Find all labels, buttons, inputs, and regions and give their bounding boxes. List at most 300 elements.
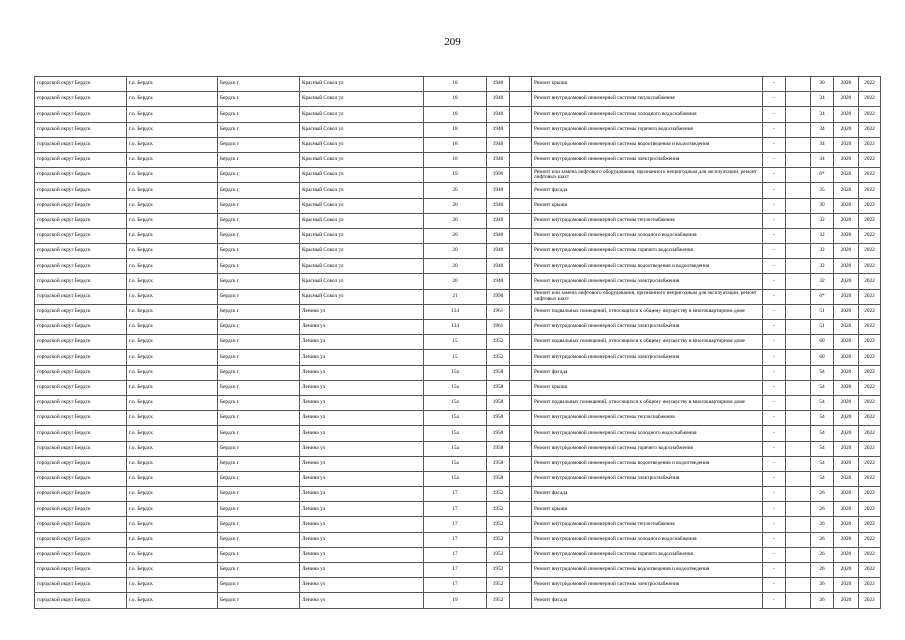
cell-district: г.о. Бердск <box>127 411 218 426</box>
cell-empty <box>510 228 532 243</box>
cell-house-number: 18 <box>424 92 487 107</box>
cell-work-type: Ремонт фасада <box>532 593 763 608</box>
cell-year-start: 2020 <box>834 289 859 304</box>
cell-work-type: Ремонт внутридомовой инженерной системы горячего водоснабжения <box>532 244 763 259</box>
cell-build-year: 1940 <box>487 213 510 228</box>
cell-dash: - <box>763 228 786 243</box>
cell-build-year: 1961 <box>487 304 510 319</box>
cell-house-number: 15а <box>424 456 487 471</box>
cell-empty <box>510 304 532 319</box>
cell-build-year: 1958 <box>487 411 510 426</box>
cell-year-end: 2022 <box>859 122 881 137</box>
cell-city: Бердск г <box>218 168 300 183</box>
table-row <box>35 441 881 456</box>
cell-municipality: городской округ Бердск <box>35 122 127 137</box>
cell-work-type: Ремонт внутридомовой инженерной системы теплоснабжения <box>532 92 763 107</box>
cell-street: Ленина ул <box>300 456 424 471</box>
cell-street: Красный Сокол ул <box>300 259 424 274</box>
cell-count: 32 <box>811 213 834 228</box>
cell-count: 54 <box>811 426 834 441</box>
table-row <box>35 259 881 274</box>
cell-empty <box>786 320 811 335</box>
cell-dash: - <box>763 471 786 486</box>
cell-work-type: Ремонт фасада <box>532 487 763 502</box>
cell-municipality: городской округ Бердск <box>35 380 127 395</box>
cell-count: 26 <box>811 563 834 578</box>
cell-count: 60 <box>811 350 834 365</box>
cell-district: г.о. Бердск <box>127 259 218 274</box>
cell-dash: - <box>763 487 786 502</box>
cell-empty <box>786 532 811 547</box>
cell-count: 30 <box>811 77 834 92</box>
cell-year-end: 2022 <box>859 77 881 92</box>
cell-year-end: 2022 <box>859 380 881 395</box>
cell-empty <box>786 456 811 471</box>
cell-empty <box>786 593 811 608</box>
cell-year-end: 2022 <box>859 441 881 456</box>
cell-district: г.о. Бердск <box>127 77 218 92</box>
cell-year-end: 2022 <box>859 213 881 228</box>
cell-year-end: 2022 <box>859 411 881 426</box>
cell-work-type: Ремонт или замена лифтового оборудования, признанного непригодным для эксплуатации, ремонт лифтовых шахт <box>532 289 763 304</box>
cell-empty <box>786 228 811 243</box>
table-row <box>35 380 881 395</box>
cell-district: г.о. Бердск <box>127 502 218 517</box>
cell-district: г.о. Бердск <box>127 335 218 350</box>
cell-year-start: 2020 <box>834 502 859 517</box>
cell-work-type: Ремонт внутридомовой инженерной системы электроснабжения <box>532 350 763 365</box>
cell-year-start: 2020 <box>834 259 859 274</box>
cell-dash: - <box>763 441 786 456</box>
cell-year-end: 2022 <box>859 244 881 259</box>
cell-empty <box>510 593 532 608</box>
cell-year-end: 2022 <box>859 471 881 486</box>
cell-city: Бердск г <box>218 320 300 335</box>
cell-year-start: 2020 <box>834 380 859 395</box>
cell-house-number: 15а <box>424 411 487 426</box>
cell-work-type: Ремонт крыши <box>532 502 763 517</box>
cell-year-start: 2020 <box>834 335 859 350</box>
table-row <box>35 471 881 486</box>
cell-street: Ленина ул <box>300 532 424 547</box>
table-row <box>35 563 881 578</box>
table-row <box>35 137 881 152</box>
table-row <box>35 168 881 183</box>
cell-dash: - <box>763 152 786 167</box>
cell-build-year: 1940 <box>487 137 510 152</box>
cell-year-end: 2022 <box>859 320 881 335</box>
cell-build-year: 1940 <box>487 228 510 243</box>
cell-year-end: 2022 <box>859 183 881 198</box>
cell-empty <box>510 137 532 152</box>
cell-street: Ленина ул <box>300 471 424 486</box>
cell-house-number: 21 <box>424 289 487 304</box>
cell-municipality: городской округ Бердск <box>35 441 127 456</box>
cell-house-number: 17 <box>424 563 487 578</box>
cell-empty <box>786 92 811 107</box>
cell-year-start: 2020 <box>834 441 859 456</box>
cell-city: Бердск г <box>218 456 300 471</box>
cell-year-start: 2020 <box>834 365 859 380</box>
cell-municipality: городской округ Бердск <box>35 593 127 608</box>
cell-empty <box>510 122 532 137</box>
cell-count: 32 <box>811 274 834 289</box>
cell-year-start: 2020 <box>834 563 859 578</box>
cell-street: Ленина ул <box>300 395 424 410</box>
cell-count: 34 <box>811 137 834 152</box>
table-row <box>35 152 881 167</box>
cell-house-number: 15а <box>424 471 487 486</box>
cell-count: 51 <box>811 320 834 335</box>
cell-house-number: 15а <box>424 380 487 395</box>
cell-empty <box>510 502 532 517</box>
cell-year-end: 2022 <box>859 92 881 107</box>
cell-dash: - <box>763 122 786 137</box>
cell-empty <box>786 350 811 365</box>
table-row <box>35 335 881 350</box>
cell-city: Бердск г <box>218 517 300 532</box>
cell-street: Ленина ул <box>300 335 424 350</box>
cell-work-type: Ремонт подвальных помещений, относящихся к общему имуществу в многоквартирном доме <box>532 335 763 350</box>
cell-house-number: 134 <box>424 320 487 335</box>
cell-year-start: 2020 <box>834 198 859 213</box>
cell-work-type: Ремонт внутридомовой инженерной системы водоотведения и водоотведения <box>532 563 763 578</box>
cell-district: г.о. Бердск <box>127 198 218 213</box>
cell-house-number: 17 <box>424 532 487 547</box>
cell-work-type: Ремонт фасада <box>532 183 763 198</box>
cell-house-number: 20 <box>424 228 487 243</box>
cell-build-year: 1940 <box>487 244 510 259</box>
cell-year-start: 2020 <box>834 456 859 471</box>
cell-dash: - <box>763 365 786 380</box>
cell-street: Ленина ул <box>300 380 424 395</box>
cell-district: г.о. Бердск <box>127 320 218 335</box>
cell-street: Ленина ул <box>300 563 424 578</box>
cell-empty <box>786 289 811 304</box>
cell-work-type: Ремонт внутридомовой инженерной системы горячего водоснабжения <box>532 547 763 562</box>
cell-year-end: 2022 <box>859 198 881 213</box>
table-row <box>35 593 881 608</box>
cell-house-number: 20 <box>424 198 487 213</box>
cell-build-year: 1952 <box>487 593 510 608</box>
cell-street: Красный Сокол ул <box>300 274 424 289</box>
cell-municipality: городской округ Бердск <box>35 228 127 243</box>
cell-build-year: 1952 <box>487 563 510 578</box>
cell-empty <box>786 122 811 137</box>
cell-work-type: Ремонт внутридомовой инженерной системы теплоснабжения <box>532 213 763 228</box>
cell-year-start: 2020 <box>834 168 859 183</box>
table-row <box>35 228 881 243</box>
cell-district: г.о. Бердск <box>127 517 218 532</box>
cell-district: г.о. Бердск <box>127 244 218 259</box>
cell-house-number: 15 <box>424 350 487 365</box>
cell-dash: - <box>763 92 786 107</box>
cell-work-type: Ремонт крыши <box>532 77 763 92</box>
cell-year-end: 2022 <box>859 274 881 289</box>
cell-empty <box>510 365 532 380</box>
cell-year-end: 2022 <box>859 487 881 502</box>
table-row <box>35 289 881 304</box>
cell-municipality: городской округ Бердск <box>35 198 127 213</box>
cell-count: 54 <box>811 365 834 380</box>
cell-year-start: 2020 <box>834 426 859 441</box>
table-row <box>35 92 881 107</box>
cell-count: 34 <box>811 152 834 167</box>
cell-empty <box>510 92 532 107</box>
cell-dash: - <box>763 593 786 608</box>
cell-count: 54 <box>811 395 834 410</box>
cell-street: Ленина ул <box>300 411 424 426</box>
cell-city: Бердск г <box>218 563 300 578</box>
cell-house-number: 18 <box>424 77 487 92</box>
cell-build-year: 1940 <box>487 274 510 289</box>
table-row <box>35 517 881 532</box>
cell-empty <box>786 198 811 213</box>
cell-empty <box>510 77 532 92</box>
cell-district: г.о. Бердск <box>127 183 218 198</box>
cell-count: 6* <box>811 168 834 183</box>
cell-street: Ленина ул <box>300 426 424 441</box>
cell-work-type: Ремонт внутридомовой инженерной системы холодного водоснабжения <box>532 426 763 441</box>
cell-work-type: Ремонт внутридомовой инженерной системы холодного водоснабжения <box>532 532 763 547</box>
cell-work-type: Ремонт внутридомовой инженерной системы теплоснабжения <box>532 517 763 532</box>
cell-empty <box>510 244 532 259</box>
cell-house-number: 17 <box>424 578 487 593</box>
cell-municipality: городской округ Бердск <box>35 578 127 593</box>
cell-count: 34 <box>811 92 834 107</box>
cell-house-number: 18 <box>424 152 487 167</box>
table-row <box>35 122 881 137</box>
cell-municipality: городской округ Бердск <box>35 213 127 228</box>
cell-year-start: 2020 <box>834 471 859 486</box>
cell-district: г.о. Бердск <box>127 350 218 365</box>
cell-municipality: городской округ Бердск <box>35 304 127 319</box>
cell-city: Бердск г <box>218 502 300 517</box>
cell-city: Бердск г <box>218 198 300 213</box>
cell-district: г.о. Бердск <box>127 92 218 107</box>
cell-count: 26 <box>811 502 834 517</box>
cell-year-end: 2022 <box>859 578 881 593</box>
table-row <box>35 502 881 517</box>
cell-year-start: 2020 <box>834 122 859 137</box>
cell-street: Ленина ул <box>300 365 424 380</box>
cell-count: 30 <box>811 198 834 213</box>
cell-empty <box>510 411 532 426</box>
cell-empty <box>786 183 811 198</box>
cell-dash: - <box>763 563 786 578</box>
cell-street: Красный Сокол ул <box>300 137 424 152</box>
cell-year-end: 2022 <box>859 517 881 532</box>
cell-build-year: 1940 <box>487 77 510 92</box>
cell-work-type: Ремонт внутридомовой инженерной системы холодного водоснабжения <box>532 228 763 243</box>
cell-work-type: Ремонт внутридомовой инженерной системы горячего водоснабжения <box>532 122 763 137</box>
cell-work-type: Ремонт внутридомовой инженерной системы горячего водоснабжения <box>532 441 763 456</box>
table-row <box>35 578 881 593</box>
cell-house-number: 15 <box>424 335 487 350</box>
cell-count: 26 <box>811 547 834 562</box>
table-row <box>35 532 881 547</box>
cell-district: г.о. Бердск <box>127 213 218 228</box>
cell-municipality: городской округ Бердск <box>35 502 127 517</box>
cell-house-number: 134 <box>424 304 487 319</box>
cell-house-number: 15а <box>424 365 487 380</box>
cell-empty <box>510 168 532 183</box>
cell-city: Бердск г <box>218 259 300 274</box>
table-row <box>35 456 881 471</box>
cell-empty <box>510 213 532 228</box>
cell-street: Красный Сокол ул <box>300 168 424 183</box>
table-row <box>35 77 881 92</box>
cell-year-start: 2020 <box>834 532 859 547</box>
cell-district: г.о. Бердск <box>127 365 218 380</box>
cell-dash: - <box>763 137 786 152</box>
cell-city: Бердск г <box>218 441 300 456</box>
cell-city: Бердск г <box>218 107 300 122</box>
cell-work-type: Ремонт внутридомовой инженерной системы водоотведения и водоотведения <box>532 137 763 152</box>
cell-house-number: 19 <box>424 593 487 608</box>
cell-street: Ленина ул <box>300 517 424 532</box>
cell-year-end: 2022 <box>859 137 881 152</box>
cell-year-end: 2022 <box>859 168 881 183</box>
cell-count: 35 <box>811 183 834 198</box>
cell-work-type: Ремонт внутридомовой инженерной системы водоотведения и водоотведения <box>532 456 763 471</box>
cell-dash: - <box>763 380 786 395</box>
cell-municipality: городской округ Бердск <box>35 137 127 152</box>
cell-city: Бердск г <box>218 547 300 562</box>
cell-city: Бердск г <box>218 137 300 152</box>
cell-count: 51 <box>811 304 834 319</box>
cell-build-year: 1958 <box>487 380 510 395</box>
cell-empty <box>786 244 811 259</box>
cell-dash: - <box>763 107 786 122</box>
cell-city: Бердск г <box>218 335 300 350</box>
cell-build-year: 1940 <box>487 259 510 274</box>
cell-empty <box>510 517 532 532</box>
cell-work-type: Ремонт внутридомовой инженерной системы электроснабжения <box>532 320 763 335</box>
cell-build-year: 1958 <box>487 441 510 456</box>
cell-district: г.о. Бердск <box>127 380 218 395</box>
cell-house-number: 20 <box>424 213 487 228</box>
cell-street: Красный Сокол ул <box>300 213 424 228</box>
cell-count: 54 <box>811 411 834 426</box>
cell-dash: - <box>763 320 786 335</box>
cell-empty <box>786 471 811 486</box>
cell-build-year: 1952 <box>487 532 510 547</box>
cell-street: Красный Сокол ул <box>300 198 424 213</box>
cell-year-start: 2020 <box>834 107 859 122</box>
table-row <box>35 487 881 502</box>
cell-year-start: 2020 <box>834 304 859 319</box>
cell-empty <box>510 152 532 167</box>
cell-build-year: 1996 <box>487 168 510 183</box>
cell-house-number: 15а <box>424 441 487 456</box>
cell-dash: - <box>763 395 786 410</box>
cell-empty <box>786 411 811 426</box>
cell-dash: - <box>763 274 786 289</box>
cell-house-number: 15а <box>424 426 487 441</box>
cell-empty <box>510 183 532 198</box>
cell-build-year: 1940 <box>487 122 510 137</box>
cell-build-year: 1958 <box>487 365 510 380</box>
cell-year-start: 2020 <box>834 320 859 335</box>
cell-year-start: 2020 <box>834 578 859 593</box>
table-row <box>35 213 881 228</box>
cell-district: г.о. Бердск <box>127 593 218 608</box>
cell-build-year: 1952 <box>487 487 510 502</box>
table-row <box>35 183 881 198</box>
cell-empty <box>510 456 532 471</box>
cell-street: Ленина ул <box>300 320 424 335</box>
cell-city: Бердск г <box>218 593 300 608</box>
cell-empty <box>786 77 811 92</box>
cell-year-end: 2022 <box>859 532 881 547</box>
table-row <box>35 244 881 259</box>
cell-district: г.о. Бердск <box>127 563 218 578</box>
cell-district: г.о. Бердск <box>127 532 218 547</box>
cell-count: 54 <box>811 456 834 471</box>
cell-work-type: Ремонт внутридомовой инженерной системы электроснабжения <box>532 471 763 486</box>
cell-city: Бердск г <box>218 183 300 198</box>
cell-empty <box>786 380 811 395</box>
cell-year-start: 2020 <box>834 137 859 152</box>
cell-year-end: 2022 <box>859 335 881 350</box>
cell-work-type: Ремонт или замена лифтового оборудования, признанного непригодным для эксплуатации, ремонт лифтовых шахт <box>532 168 763 183</box>
cell-year-start: 2020 <box>834 183 859 198</box>
capital-repair-table <box>34 76 881 609</box>
table-row <box>35 365 881 380</box>
cell-count: 34 <box>811 122 834 137</box>
cell-year-end: 2022 <box>859 502 881 517</box>
cell-count: 54 <box>811 441 834 456</box>
cell-municipality: городской округ Бердск <box>35 395 127 410</box>
cell-year-start: 2020 <box>834 395 859 410</box>
cell-house-number: 18 <box>424 107 487 122</box>
cell-house-number: 17 <box>424 487 487 502</box>
cell-district: г.о. Бердск <box>127 122 218 137</box>
cell-year-end: 2022 <box>859 426 881 441</box>
cell-street: Красный Сокол ул <box>300 244 424 259</box>
cell-empty <box>510 441 532 456</box>
cell-city: Бердск г <box>218 411 300 426</box>
cell-build-year: 1952 <box>487 578 510 593</box>
table-row <box>35 426 881 441</box>
cell-dash: - <box>763 289 786 304</box>
cell-dash: - <box>763 198 786 213</box>
cell-year-end: 2022 <box>859 547 881 562</box>
cell-street: Ленина ул <box>300 350 424 365</box>
cell-count: 26 <box>811 517 834 532</box>
cell-dash: - <box>763 578 786 593</box>
cell-dash: - <box>763 350 786 365</box>
cell-dash: - <box>763 213 786 228</box>
table-row <box>35 350 881 365</box>
cell-house-number: 17 <box>424 517 487 532</box>
cell-year-start: 2020 <box>834 411 859 426</box>
cell-year-start: 2020 <box>834 77 859 92</box>
cell-count: 26 <box>811 593 834 608</box>
cell-district: г.о. Бердск <box>127 456 218 471</box>
cell-city: Бердск г <box>218 213 300 228</box>
cell-municipality: городской округ Бердск <box>35 274 127 289</box>
cell-city: Бердск г <box>218 487 300 502</box>
cell-empty <box>786 335 811 350</box>
cell-district: г.о. Бердск <box>127 304 218 319</box>
cell-count: 34 <box>811 107 834 122</box>
cell-empty <box>510 578 532 593</box>
cell-year-end: 2022 <box>859 304 881 319</box>
cell-street: Красный Сокол ул <box>300 107 424 122</box>
cell-empty <box>786 213 811 228</box>
